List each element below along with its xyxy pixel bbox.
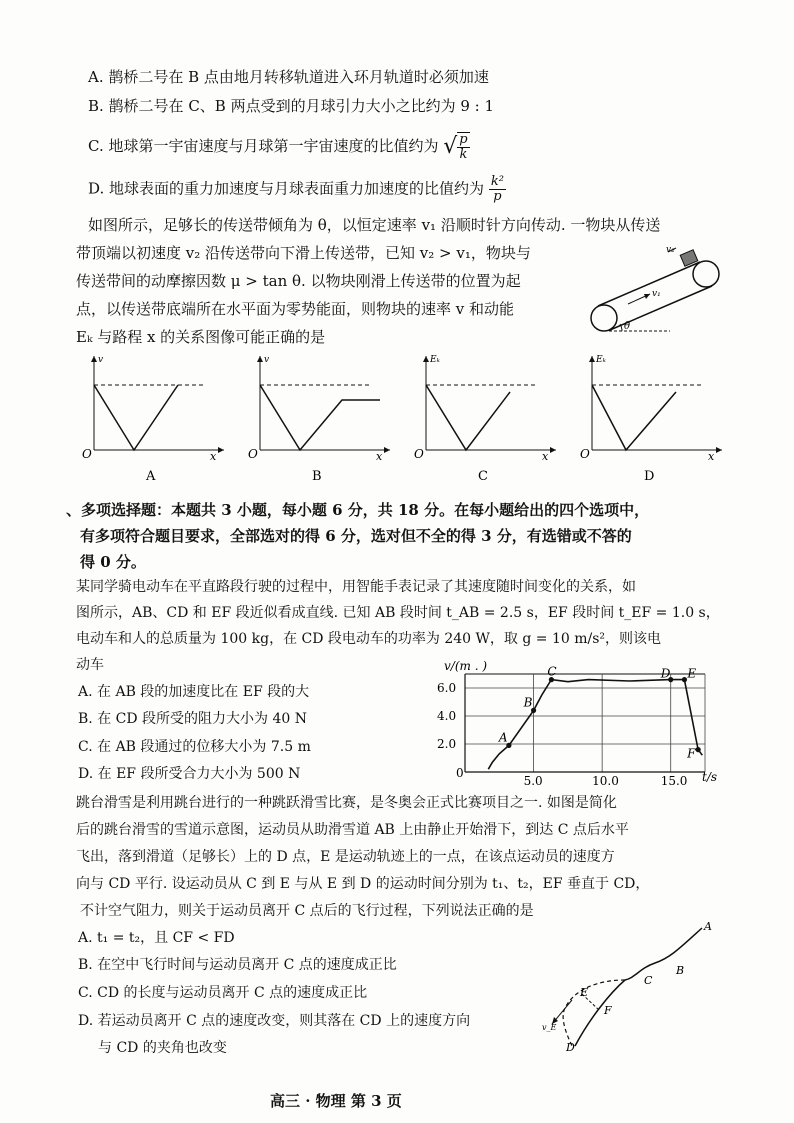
x-label: x bbox=[542, 450, 549, 463]
prev-option-c-text: C. 地球第一宇宙速度与月球第一宇宙速度的比值约为 bbox=[88, 137, 439, 155]
chart-marks bbox=[437, 665, 701, 786]
y-label: Eₖ bbox=[596, 355, 606, 365]
y-tick-label: 2.0 bbox=[437, 737, 457, 751]
ebike-line-3: 电动车和人的总质量为 100 kg，在 CD 段电动车的功率为 240 W，取 g = 10 m/s²，则该电 bbox=[76, 631, 662, 647]
graph-a bbox=[82, 355, 224, 484]
chart-grid bbox=[465, 674, 705, 772]
x-tick-label: 10.0 bbox=[592, 774, 619, 786]
ebike-line-4: 动车 bbox=[76, 657, 104, 673]
ski-option-c: C. CD 的长度与运动员离开 C 点的速度成正比 bbox=[78, 985, 368, 1001]
velocity-time-chart bbox=[420, 656, 730, 786]
y-tick-label: 6.0 bbox=[437, 681, 457, 695]
graph-d bbox=[580, 355, 722, 484]
label-a: A bbox=[704, 920, 712, 933]
prev-option-a: A. 鹊桥二号在 B 点由地月转移轨道进入环月轨道时必须加速 bbox=[88, 68, 489, 86]
point-label-f: F bbox=[687, 746, 696, 761]
point-label-a: A bbox=[498, 730, 508, 745]
y-axis-label: v/(m . ) bbox=[444, 659, 488, 673]
y-label: v bbox=[264, 355, 270, 365]
graph-label: B bbox=[312, 469, 322, 484]
ski-line-2: 后的跳台滑雪的雪道示意图，运动员从助滑雪道 AB 上由静止开始滑下，到达 C 点后水平 bbox=[76, 822, 629, 838]
y-label: Eₖ bbox=[430, 355, 440, 365]
velocity-curve bbox=[488, 680, 702, 770]
v2-label: v₂ bbox=[666, 245, 675, 255]
x-tick-label: 5.0 bbox=[523, 774, 543, 786]
x-label: x bbox=[210, 450, 217, 463]
label-f: F bbox=[604, 1004, 612, 1017]
curve bbox=[94, 385, 178, 450]
label-c: C bbox=[644, 974, 653, 987]
origin-label: O bbox=[82, 447, 92, 461]
ski-option-d-cont: 与 CD 的夹角也改变 bbox=[98, 1040, 227, 1056]
belt-line-3: 传送带间的动摩擦因数 μ > tan θ. 以物块刚滑上传送带的位置为起 bbox=[76, 272, 521, 290]
origin-label: 0 bbox=[456, 766, 464, 780]
point-e bbox=[682, 677, 687, 682]
fraction: $\frac{p}{k}$ bbox=[459, 132, 468, 162]
y-label: v bbox=[98, 355, 104, 365]
y-tick-label: 4.0 bbox=[437, 709, 457, 723]
prev-option-d-text: D. 地球表面的重力加速度与月球表面重力加速度的比值约为 bbox=[88, 179, 485, 198]
ski-jump-figure bbox=[530, 918, 730, 1058]
x-tick-label: 15.0 bbox=[660, 774, 688, 786]
origin-label: O bbox=[414, 447, 424, 461]
ebike-option-d: D. 在 EF 段所受合力大小为 500 N bbox=[78, 766, 301, 782]
x-axis-label: t/s bbox=[702, 770, 718, 784]
ski-option-b: B. 在空中飞行时间与运动员离开 C 点的速度成正比 bbox=[78, 957, 397, 973]
section-line-2: 有多项符合题目要求，全部选对的得 6 分，选对但不全的得 3 分，有选错或不答的 bbox=[80, 527, 632, 545]
label-ve: v_E bbox=[542, 1023, 557, 1032]
belt-bottom-roller bbox=[591, 305, 617, 331]
run-up-track bbox=[625, 928, 702, 980]
prev-option-c bbox=[88, 132, 470, 162]
origin-label: O bbox=[248, 447, 258, 461]
ski-option-a: A. t₁ = t₂，且 CF < FD bbox=[78, 930, 235, 946]
ski-line-5: 不计空气阻力，则关于运动员离开 C 点后的飞行过程，下列说法正确的是 bbox=[80, 903, 534, 919]
ebike-line-2: 图所示，AB、CD 和 EF 段近似看成直线. 已知 AB 段时间 t_AB = 2.5 s，EF 段时间 t_EF = 1.0 s， bbox=[76, 605, 720, 621]
belt-line-1: 如图所示，足够长的传送带倾角为 θ，以恒定速率 v₁ 沿顺时针方向传动. 一物块从传送 bbox=[88, 216, 661, 234]
fraction: $\frac{\text{k²}}{p}$ bbox=[490, 174, 504, 204]
prev-option-d bbox=[88, 175, 506, 204]
ebike-option-a: A. 在 AB 段的加速度比在 EF 段的大 bbox=[78, 684, 310, 700]
v1-label: v₁ bbox=[652, 289, 661, 299]
page-footer: 高三 · 物理 第 3 页 bbox=[270, 1092, 402, 1110]
belt-graphs bbox=[78, 350, 728, 489]
belt-graphs-svg bbox=[78, 350, 728, 485]
ski-line-4: 向与 CD 平行. 设运动员从 C 到 E 与从 E 到 D 的运动时间分别为 t₁、t₂，EF 垂直于 CD， bbox=[76, 876, 650, 892]
curve bbox=[260, 385, 380, 450]
point-label-d: D bbox=[660, 666, 671, 681]
belt-line-5: Eₖ 与路程 x 的关系图像可能正确的是 bbox=[76, 328, 326, 346]
graph-label: D bbox=[644, 469, 655, 484]
graph-b bbox=[248, 355, 390, 484]
point-label-e: E bbox=[687, 666, 697, 681]
curve bbox=[426, 385, 510, 450]
origin-label: O bbox=[580, 447, 590, 461]
theta-label: θ bbox=[624, 321, 631, 332]
label-b: B bbox=[676, 964, 685, 977]
point-label-c: C bbox=[547, 664, 557, 679]
belt-top-roller bbox=[693, 261, 719, 287]
section-line-3: 得 0 分。 bbox=[80, 553, 146, 571]
point-f bbox=[696, 747, 701, 752]
ski-option-d: D. 若运动员离开 C 点的速度改变，则其落在 CD 上的速度方向 bbox=[78, 1013, 471, 1029]
section-line-1: 、多项选择题：本题共 3 小题，每小题 6 分，共 18 分。在每小题给出的四个选项中， bbox=[66, 501, 650, 519]
ebike-line-1: 某同学骑电动车在平直路段行驶的过程中，用智能手表记录了其速度随时间变化的关系，如 bbox=[76, 579, 636, 595]
belt-line-4: 点，以传送带底端所在水平面为零势能面，则物块的速率 v 和动能 bbox=[76, 300, 515, 318]
graph-c bbox=[414, 355, 556, 484]
x-label: x bbox=[708, 450, 715, 463]
ski-line-3: 飞出，落到滑道（足够长）上的 D 点，E 是运动轨迹上的一点，在该点运动员的速度方 bbox=[76, 849, 615, 865]
point-label-b: B bbox=[523, 695, 533, 710]
x-label: x bbox=[376, 450, 383, 463]
ski-line-1: 跳台滑雪是利用跳台进行的一种跳跃滑雪比赛，是冬奥会正式比赛项目之一. 如图是简化 bbox=[76, 795, 617, 811]
ebike-option-b: B. 在 CD 段所受的阻力大小为 40 N bbox=[78, 711, 307, 727]
conveyor-belt-figure bbox=[578, 240, 728, 340]
label-e: E bbox=[580, 986, 589, 999]
label-d: D bbox=[566, 1041, 575, 1054]
curve bbox=[592, 385, 676, 450]
graph-label: A bbox=[146, 469, 156, 484]
graph-label: C bbox=[478, 469, 488, 484]
belt-upper-surface bbox=[598, 262, 700, 306]
sqrt-symbol: √ bbox=[443, 134, 458, 159]
ebike-option-c: C. 在 AB 段通过的位移大小为 7.5 m bbox=[78, 739, 311, 755]
belt-line-2: 带顶端以初速度 v₂ 沿传送带向下滑上传送带，已知 v₂ > v₁，物块与 bbox=[76, 244, 531, 262]
prev-option-b: B. 鹊桥二号在 C、B 两点受到的月球引力大小之比约为 9 : 1 bbox=[88, 97, 495, 115]
